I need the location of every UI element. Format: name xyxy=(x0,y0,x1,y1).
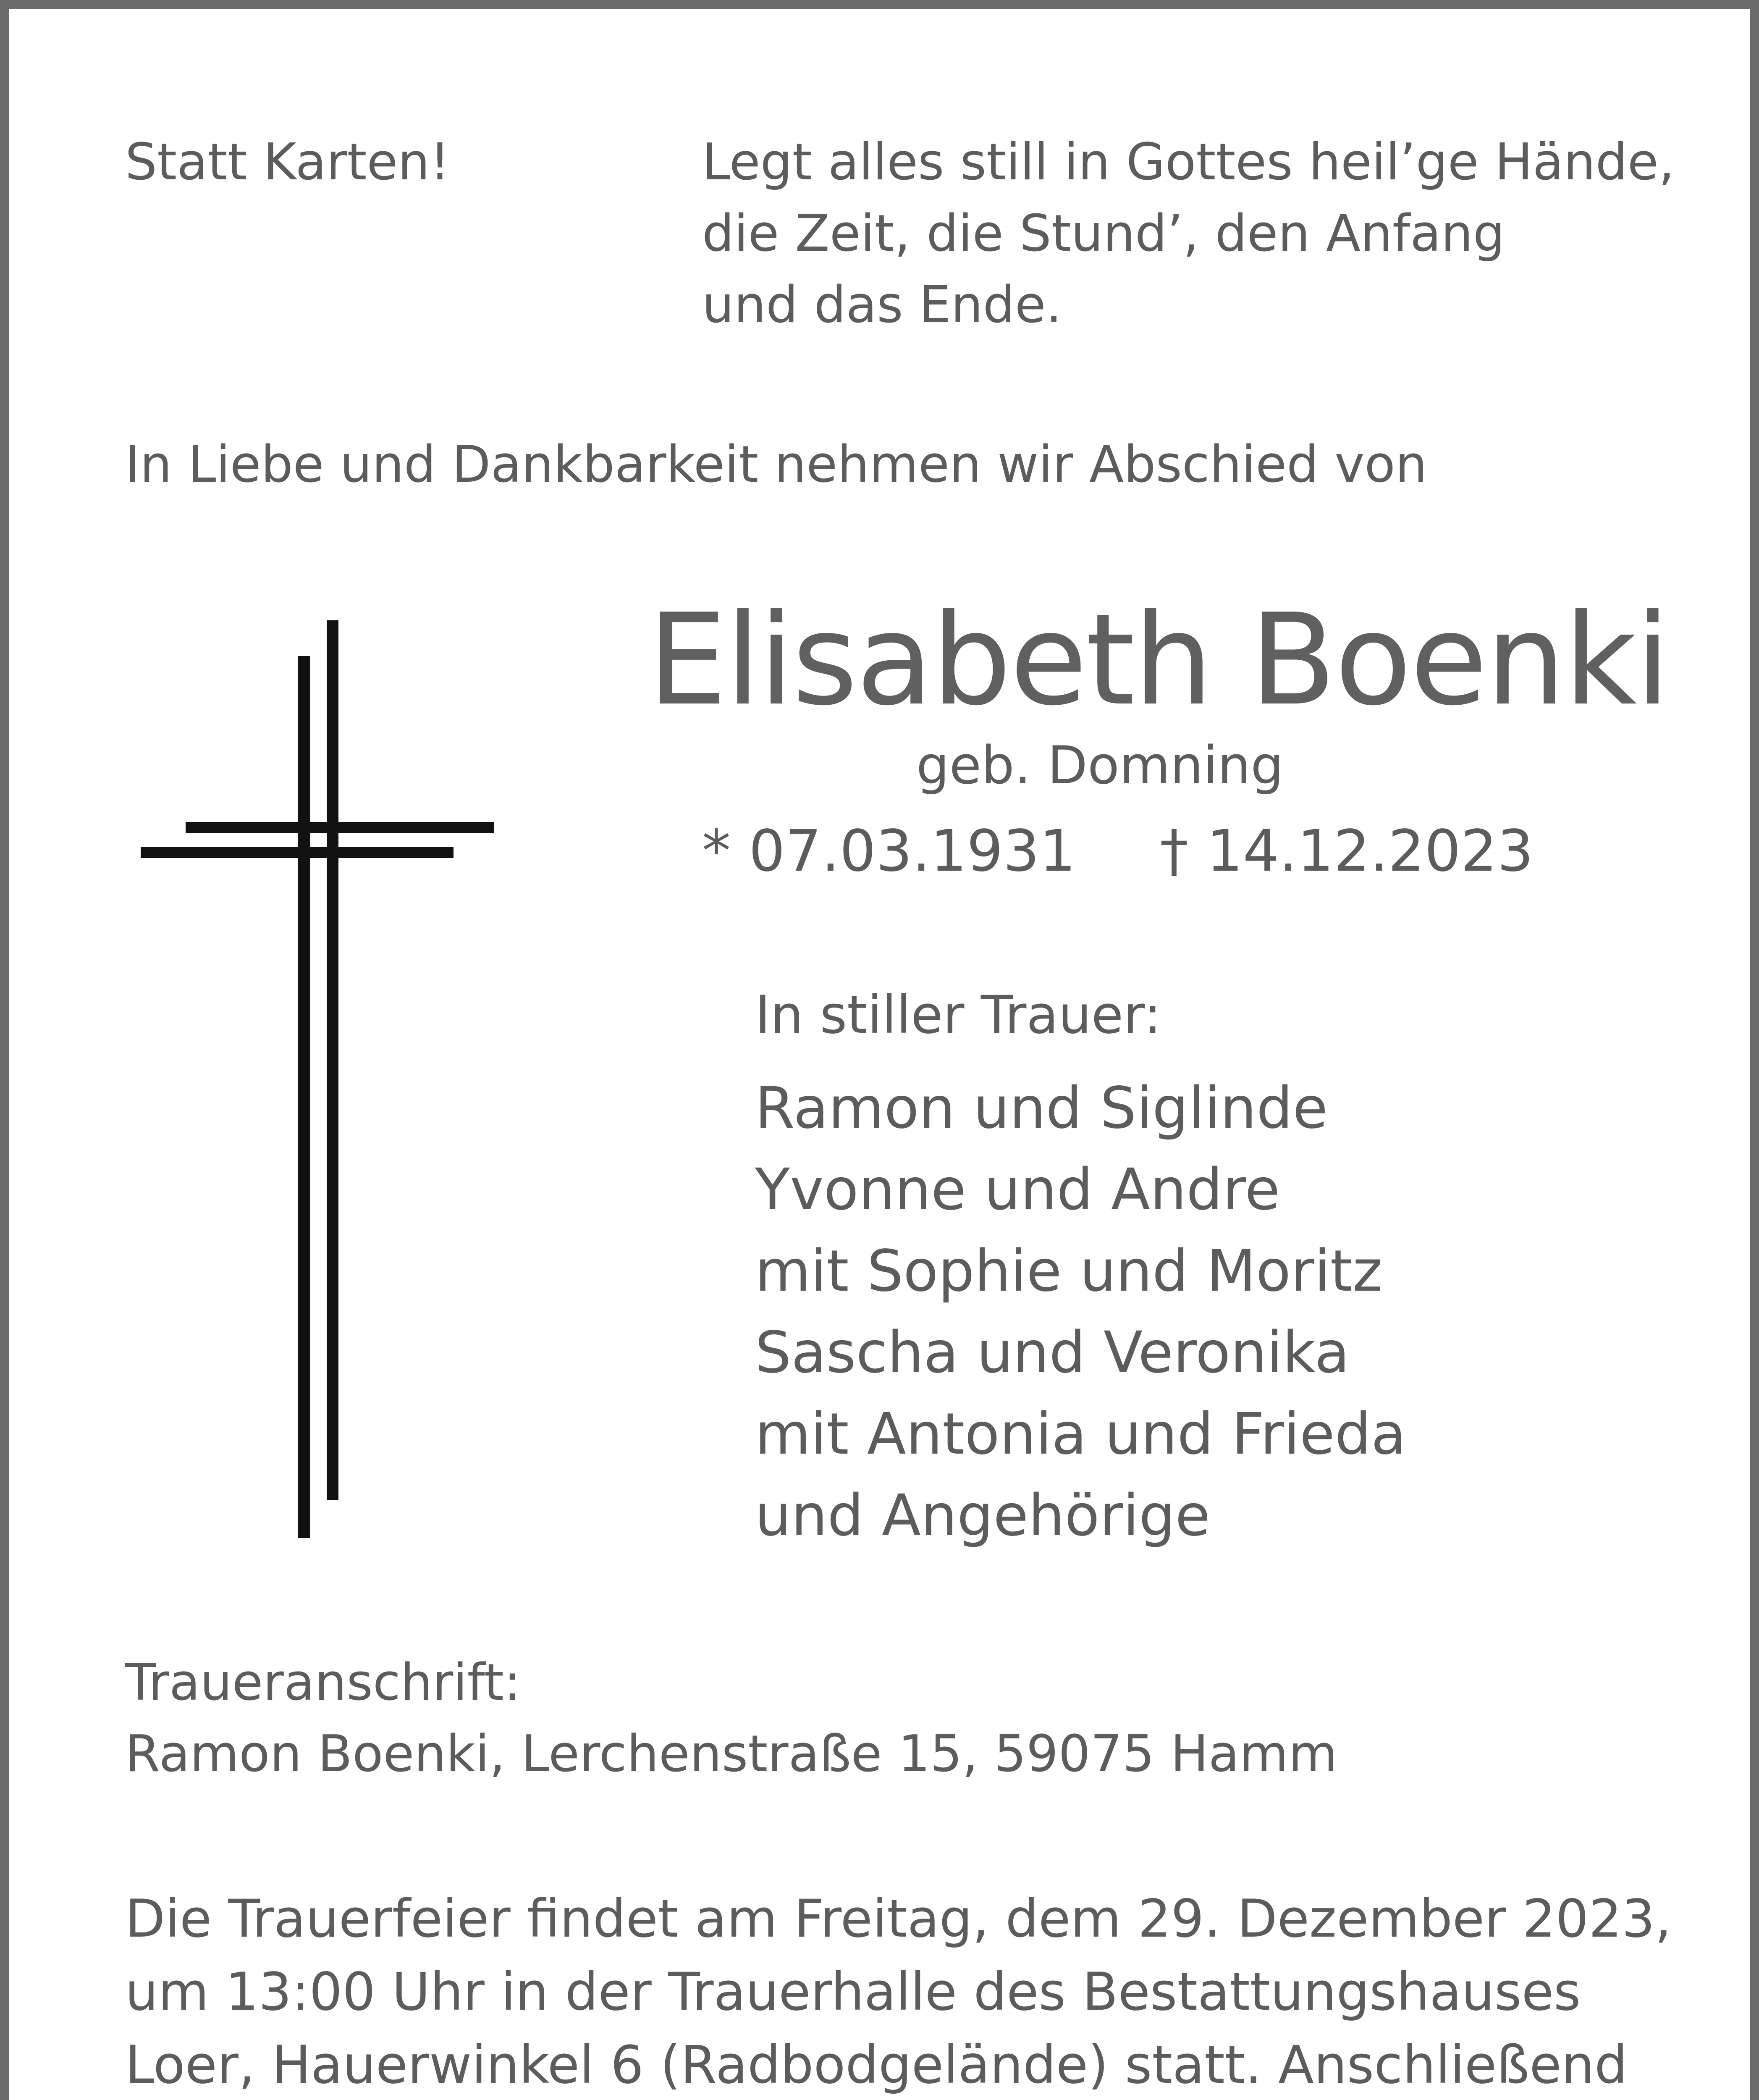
verse-line: und das Ende. xyxy=(702,276,1062,334)
mourner-line: Ramon und Siglinde xyxy=(755,1075,1328,1142)
death-date: † 14.12.2023 xyxy=(1160,818,1534,885)
cross-horizontal-front xyxy=(141,847,454,858)
cross-horizontal-back xyxy=(186,822,494,833)
mourner-line: Sascha und Veronika xyxy=(755,1320,1350,1386)
deceased-name: Elisabeth Boenki xyxy=(648,587,1669,733)
cross-vertical-back xyxy=(327,620,338,1500)
address-value: Ramon Boenki, Lerchenstraße 15, 59075 Hamm xyxy=(125,1725,1338,1783)
cross-vertical-front xyxy=(298,656,310,1538)
verse-line: Legt alles still in Gottes heil’ge Hände, xyxy=(702,133,1675,192)
mourners-list xyxy=(755,1068,1406,1557)
service-line: Loer, Hauerwinkel 6 (Radbodgelände) statt. Anschließend xyxy=(125,2035,1628,2095)
service-details xyxy=(125,1882,1672,2100)
address-label: Traueranschrift: xyxy=(125,1654,521,1712)
mourner-line: Yvonne und Andre xyxy=(755,1157,1280,1223)
service-line: um 13:00 Uhr in der Trauerhalle des Bestattungshauses xyxy=(125,1962,1581,2022)
mourning-label: In stiller Trauer: xyxy=(755,985,1161,1045)
mourner-line: mit Antonia und Frieda xyxy=(755,1401,1406,1467)
service-line: Die Trauerfeier findet am Freitag, dem 29. Dezember 2023, xyxy=(125,1889,1672,1949)
mourner-line: und Angehörige xyxy=(755,1483,1211,1549)
birth-date: * 07.03.1931 xyxy=(702,818,1076,885)
mourner-line: mit Sophie und Moritz xyxy=(755,1238,1383,1305)
verse-line: die Zeit, die Stund’, den Anfang xyxy=(702,205,1505,263)
verse-block xyxy=(702,127,1675,341)
intro-text: In Liebe und Dankbarkeit nehmen wir Abschied von xyxy=(125,436,1427,494)
statt-karten-heading: Statt Karten! xyxy=(125,133,450,192)
maiden-name: geb. Domning xyxy=(916,735,1284,796)
